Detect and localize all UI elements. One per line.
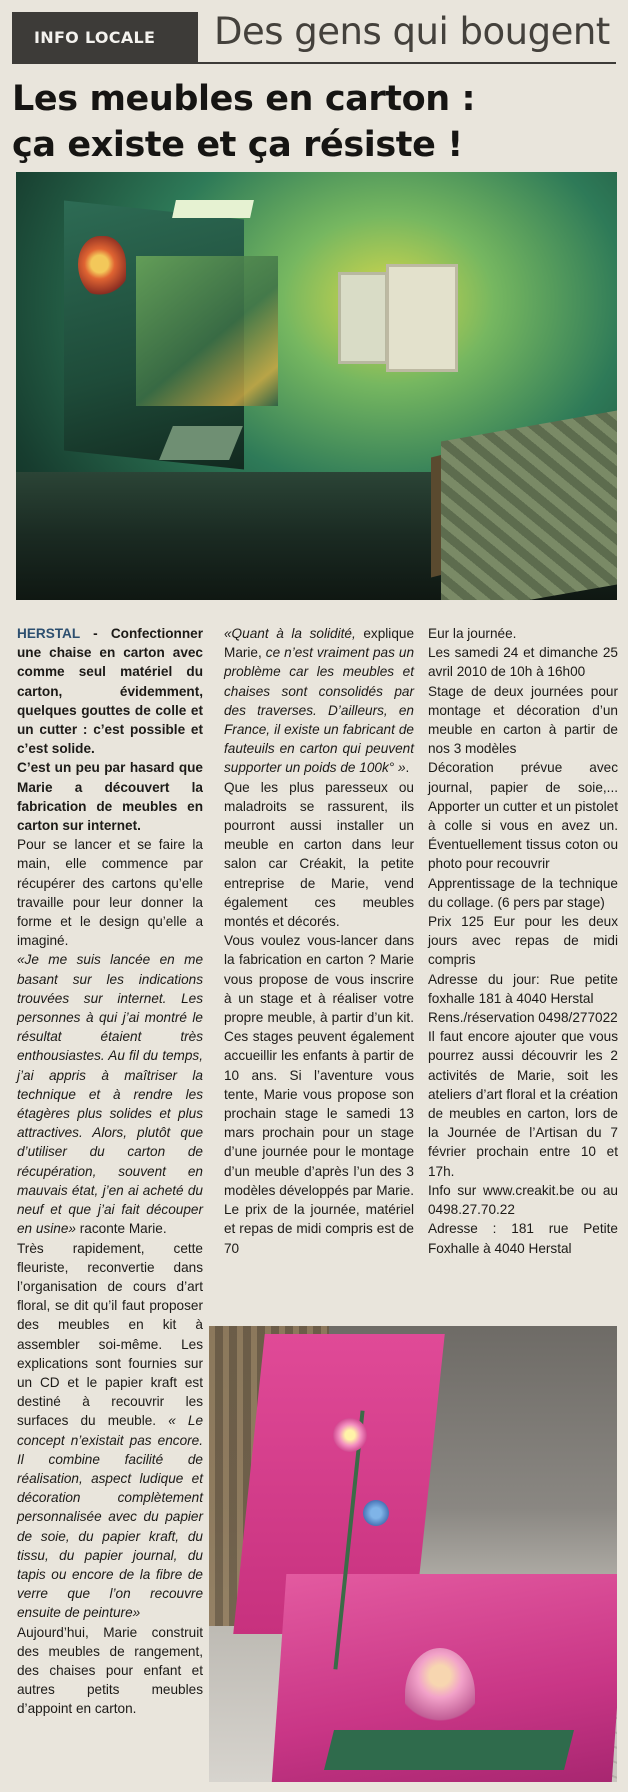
photo-flower-painting <box>78 236 126 298</box>
info-line: Apprentissage de la technique du collage. (6 pers par stage) <box>428 875 618 910</box>
punctuation: . <box>405 760 410 776</box>
chair-flower-decoration <box>361 1498 391 1528</box>
exhibition-room-photo <box>16 172 617 600</box>
body-paragraph: Que les plus paresseux ou maladroits se rassurent, ils pourront aussi installer un meuble en carton dans leur salon car Créakit, la petite entreprise de Marie, vend également ces meubles montés et décorés. <box>224 779 414 930</box>
quote-paragraph <box>224 624 414 778</box>
info-line: Adresse du jour: Rue petite foxhalle 181 à 4040 Herstal <box>428 971 618 1006</box>
pink-cardboard-chair-photo <box>209 1326 617 1782</box>
quote-attribution: explique Marie, <box>224 626 415 661</box>
info-line: Décoration prévue avec journal, papier de soie,... Apporter un cutter et un pistolet à colle si vous en avez un. Éventuellement tissus coton ou photo pour recouvrir <box>428 760 618 872</box>
quote-paragraph <box>17 950 203 1238</box>
lead-paragraph <box>17 624 203 758</box>
rubric-label: INFO LOCALE <box>12 12 198 62</box>
headline-line-2: ça existe et ça résiste ! <box>12 125 463 165</box>
body-paragraph: Aujourd’hui, Marie construit des meubles de rangement, des chaises pour enfant et autres petits meubles d’appoint en carton. <box>17 1624 203 1717</box>
article-column-1 <box>17 624 203 1719</box>
body-paragraph <box>17 1239 203 1623</box>
chair-green-band <box>324 1730 574 1770</box>
headline <box>12 76 612 168</box>
photo-mural <box>136 256 278 406</box>
article-column-2 <box>224 624 414 1258</box>
body-text: Très rapidement, cette fleuriste, reconvertie dans l’organisation de cours d’art floral, se dit qu’il faut proposer des meubles en kit à assembler soi-même. Les explications sont fournies sur un CD et le papier kraft est destiné à recouvrir les surfaces du meuble. <box>17 1240 203 1429</box>
lead-paragraph-2: C’est un peu par hasard que Marie a découvert la fabrication de meubles en carton sur internet. <box>17 760 203 834</box>
photo-cardboard-furniture <box>441 410 617 600</box>
headline-line-1: Les meubles en carton : <box>12 79 476 119</box>
info-line: Adresse : 181 rue Petite Foxhalle à 4040 Herstal <box>428 1221 618 1256</box>
header-divider <box>12 62 616 64</box>
body-paragraph: Vous voulez vous-lancer dans la fabrication en carton ? Marie vous propose de vous inscrire à un stage et à réaliser votre propre meuble, à partir d’un kit. Ces stages peuvent également accueillir les enfants à partir de 10 ans. Si l’aventure vous tente, Marie vous propose son prochain stage le samedi 13 mars prochain pour un stage d’une journée pour le montage d’un meuble d’après l’un des 3 modèles développés par Marie. Le prix de la journée, matériel et repas de midi compris est de 70 <box>224 933 414 1256</box>
section-title: Des gens qui bougent <box>214 10 610 53</box>
quote-attribution: raconte Marie. <box>75 1221 167 1237</box>
photo-poster <box>386 264 458 372</box>
photo-ceiling-light <box>172 200 254 218</box>
quote-text: « Le concept n’existait pas encore. Il combine facilité de réalisation, aspect ludique et décoration complètement personnalisée avec du papier de soie, du papier kraft, du tissu, du papier journal, du tapis ou encore de la fibre de verre que l’on recouvre ensuite de peinture» <box>17 1413 203 1621</box>
info-line: Prix 125 Eur pour les deux jours avec repas de midi compris <box>428 914 618 968</box>
quote-text: ce n’est vraiment pas un problème car les meubles et chaises sont consolidés par des traverses. D’ailleurs, en France, il existe un fabricant de fauteuils en carton qui peuvent supporter un poids de 100k° » <box>224 645 415 776</box>
info-line: Info sur www.creakit.be ou au 0498.27.70.22 <box>428 1182 618 1218</box>
quote-text: «Je me suis lancée en me basant sur les indications trouvées sur internet. Les personnes à qui j’ai montré le résultat étaient très enthousiastes. Au fil du temps, j’ai appris à maîtriser la technique et à rendre les étagères plus solides et plus attractives. Alors, plutôt que d’utiliser du carton de récupération, souvent en mauvais état, j’en ai acheté du neuf et que j’ai fait découper en usine» <box>17 952 203 1237</box>
info-line: Eur la journée. <box>428 626 517 641</box>
info-line: Les samedi 24 et dimanche 25 avril 2010 de 10h à 16h00 <box>428 645 618 680</box>
article-column-3 <box>428 624 618 1258</box>
info-line: Il faut encore ajouter que vous pourrez aussi découvrir les 2 activités de Marie, soit les ateliers d’art floral et la création de meubles en carton, lors de la Journée de l’Artisan du 7 février prochain entre 10 et 17h. <box>428 1029 618 1179</box>
quote-text: «Quant à la solidité, <box>224 626 356 641</box>
place-name: HERSTAL <box>17 626 80 641</box>
body-paragraph: Pour se lancer et se faire la main, elle commence par récupérer des cartons qu’elle travaille pour leur donner la forme et le design qu’elle a imaginé. <box>17 837 203 949</box>
photo-poster <box>338 272 388 364</box>
info-line: Rens./réservation 0498/277022 <box>428 1010 618 1026</box>
chair-flower-decoration <box>333 1418 367 1452</box>
photo-bench <box>159 426 243 460</box>
chair-fairy-decoration <box>405 1648 475 1740</box>
lead-text: - Confectionner une chaise en carton avec comme seul matériel du carton, évidemment, quelques gouttes de colle et un cutter : c’est possible et c’est solide. <box>17 626 203 757</box>
info-line: Stage de deux journées pour montage et décoration d’un meuble en carton à partir de nos 3 modèles <box>428 683 618 757</box>
